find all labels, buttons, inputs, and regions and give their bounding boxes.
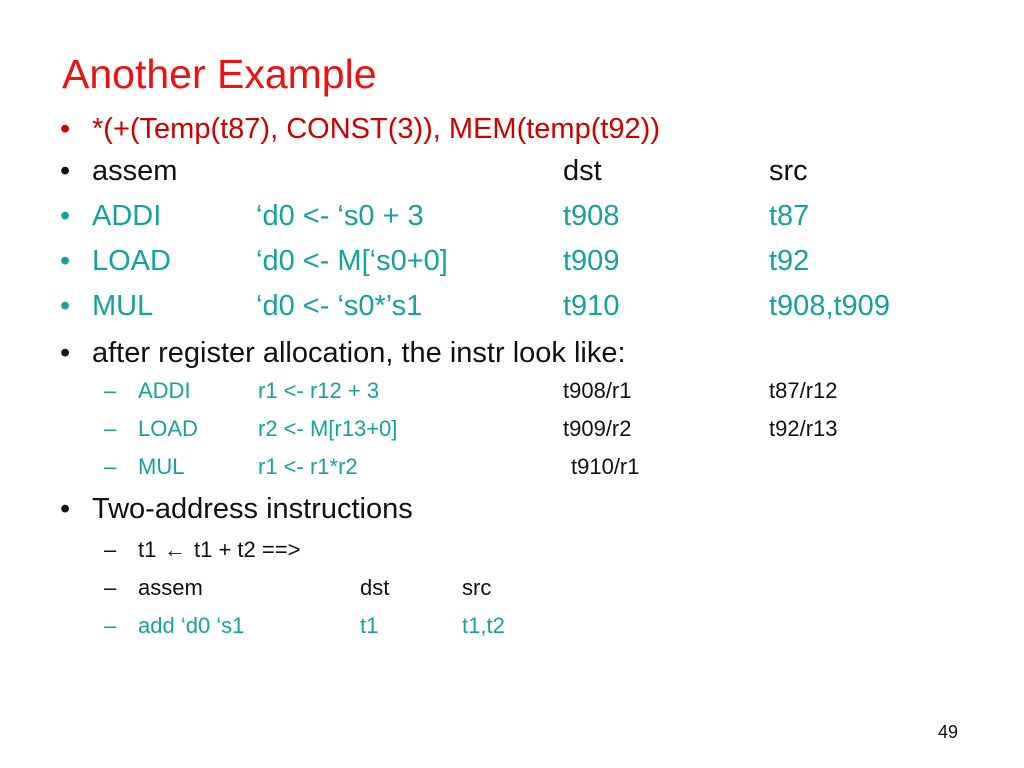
bullet-dot: •: [60, 337, 71, 369]
sub-mul-dst: t910/r1: [571, 454, 640, 479]
addi-dst: t908: [563, 200, 620, 232]
sub-header-assem: assem: [138, 575, 203, 600]
sub-addi-dst: t908/r1: [563, 378, 632, 403]
expression-text: *(+(Temp(t87), CONST(3)), MEM(temp(t92)): [92, 113, 660, 145]
sub-mul-op: MUL: [138, 454, 185, 479]
bullet-dot: •: [60, 200, 71, 232]
header-assem: assem: [92, 155, 178, 187]
sub-load-op: LOAD: [138, 416, 198, 441]
load-code: ‘d0 <- M[‘s0+0]: [256, 245, 448, 277]
sub-add-code: add ‘d0 ‘s1: [138, 613, 245, 638]
bullet-dot: •: [60, 290, 71, 322]
addi-code: ‘d0 <- ‘s0 + 3: [256, 200, 424, 232]
sub-dash: –: [104, 537, 117, 562]
mul-src: t908,t909: [769, 290, 890, 322]
mul-dst: t910: [563, 290, 620, 322]
two-address-text: Two-address instructions: [92, 493, 413, 525]
sub-add-dst: t1: [360, 613, 379, 638]
header-dst: dst: [563, 155, 602, 187]
load-op: LOAD: [92, 245, 171, 277]
bullet-dot: •: [60, 245, 71, 277]
sub-mul-code: r1 <- r1*r2: [258, 454, 358, 479]
sub-dash: –: [104, 575, 117, 600]
sub-addi-code: r1 <- r12 + 3: [258, 378, 380, 403]
sub-header-src: src: [462, 575, 492, 600]
sub-dash: –: [104, 613, 117, 638]
left-arrow-icon: ←: [164, 537, 186, 562]
bullet-dot: •: [60, 155, 71, 187]
addi-src: t87: [769, 200, 810, 232]
sub-dash: –: [104, 454, 117, 479]
bullet-dot: •: [60, 113, 71, 145]
sub-addi-op: ADDI: [138, 378, 191, 403]
sub-t1-rhs: t1 + t2 ==>: [194, 537, 301, 562]
sub-load-src: t92/r13: [769, 416, 838, 441]
slide-title: Another Example: [62, 51, 377, 97]
header-src: src: [769, 155, 808, 187]
sub-load-code: r2 <- M[r13+0]: [258, 416, 398, 441]
sub-addi-src: t87/r12: [769, 378, 838, 403]
sub-add-src: t1,t2: [462, 613, 505, 638]
mul-code: ‘d0 <- ‘s0*’s1: [256, 290, 423, 322]
sub-dash: –: [104, 378, 117, 403]
page-number: 49: [938, 722, 959, 742]
sub-t1-lhs: t1: [138, 537, 157, 562]
load-dst: t909: [563, 245, 620, 277]
load-src: t92: [769, 245, 810, 277]
sub-header-dst: dst: [360, 575, 390, 600]
mul-op: MUL: [92, 290, 154, 322]
addi-op: ADDI: [92, 200, 162, 232]
sub-dash: –: [104, 416, 117, 441]
after-allocation-text: after register allocation, the instr look like:: [92, 337, 626, 369]
bullet-dot: •: [60, 493, 71, 525]
sub-load-dst: t909/r2: [563, 416, 632, 441]
